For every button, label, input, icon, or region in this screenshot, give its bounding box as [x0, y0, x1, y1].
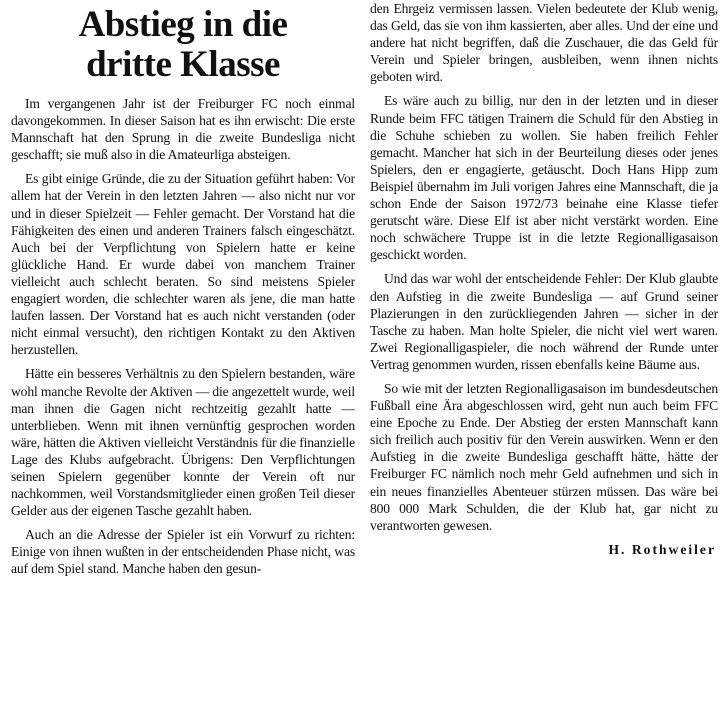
paragraph: Im vergangenen Jahr ist der Freiburger FC noch einmal davongekommen. In dieser Saison hat es ihn erwischt: Die erste Mannschaft hat den Sprung in die zweite Bundesliga nicht geschafft; sie muß also in die Amateurliga absteigen. [11, 96, 355, 163]
paragraph: Hätte ein besseres Verhältnis zu den Spielern bestanden, wäre wohl manche Revolte der Aktiven — die angezettelt wurde, weil man ihnen die Gagen nicht rechtzeitig gezahlt hatte — unterblieben. Wenn mit ihnen vernünftig gesprochen worden wäre, hätten die Aktiven vielleicht Verständnis für die finanzielle Lage des Klubs aufgebracht. Übrigens: Den Verpflichtungen seinen Spielern gegenüber konnte der Verein oft nur nachkommen, weil Vorstandsmitglieder einen großen Teil dieser Gelder aus der eigenen Tasche gezahlt haben. [11, 366, 355, 519]
paragraph: Es gibt einige Gründe, die zu der Situation geführt haben: Vor allem hat der Verein in den letzten Jahren — also nicht nur vor und in dieser Spielzeit — Fehler gemacht. Der Vorstand hat die Fähigkeiten des einen und anderen Trainers falsch eingeschätzt. Auch bei der Verpflichtung von Spielern hatte er keine glückliche Hand. Er wurde dabei von manchem Trainer vielleicht auch schlecht beraten. So sind meistens Spieler engagiert worden, die schlechter waren als jene, die man hatte laufen lassen. Der Vorstand hat es auch nicht verstanden (oder nicht einmal versucht), den richtigen Kontakt zu den Aktiven herzustellen. [11, 171, 355, 358]
right-column [370, 0, 718, 714]
author-byline: H. Rothweiler [608, 541, 716, 557]
paragraph: So wie mit der letzten Regionalligasaison im bundesdeutschen Fußball eine Ära abgeschlossen wird, geht nun auch beim FFC eine Epoche zu Ende. Der Abstieg der ersten Mannschaft kann sich freilich auch positiv für den Verein auswirken. Wenn er den Aufstieg in die zweite Bundesliga geschafft hätte, hätte der Freiburger FC nämlich noch mehr Geld aufnehmen und sich in ein neues finanzielles Abenteuer stürzen müssen. Das wäre bei 800 000 Mark Schulden, die der Klub hat, gar nicht zu verantworten gewesen. [370, 380, 718, 533]
paragraph: Es wäre auch zu billig, nur den in der letzten und in dieser Runde beim FFC tätigen Trainern die Schuld für den Abstieg in die Schuhe schieben zu wollen. Sie haben freilich Fehler gemacht. Mancher hat sich in der Beurteilung dieses oder jenes Spielers, den er engagierte, getäuscht. Doch Hans Hipp zum Beispiel übernahm im Juli vorigen Jahres eine Mannschaft, die ja schon Ende der Saison 1972/73 beinahe eine Klasse tiefer gerutscht wäre. Diese Elf ist aber nicht verstärkt worden. Eine noch schwächere Truppe ist in die letzte Regionalligasaison geschickt worden. [370, 93, 718, 263]
paragraph: Auch an die Adresse der Spieler ist ein Vorwurf zu richten: Einige von ihnen wußten in der entscheidenden Phase nicht, was auf dem Spiel stand. Manche haben den gesun- [11, 527, 355, 577]
headline-line-2: dritte Klasse [86, 44, 280, 85]
left-column [11, 0, 355, 714]
headline-line-1: Abstieg in die [78, 4, 288, 45]
paragraph: Und das war wohl der entscheidende Fehler: Der Klub glaubte den Aufstieg in die zweite Bundesliga — auf Grund seiner Plazierungen in den zurückliegenden Jahren — sicher in der Tasche zu haben. Man holte Spieler, die nicht viel wert waren. Zwei Regionalligaspieler, die noch während der Runde unter Vertrag genommen wurden, rissen ebenfalls keine Bäume aus. [370, 271, 718, 372]
headline [11, 0, 355, 95]
paragraph-continued: den Ehrgeiz vermissen lassen. Vielen bedeutete der Klub wenig, das Geld, das sie von ihm kassierten, aber alles. Und der eine und andere hat nicht begriffen, daß die Zuschauer, die das Geld für Verein und Spieler bringen, ausbleiben, wenn ihnen nichts geboten wird. [370, 1, 718, 85]
